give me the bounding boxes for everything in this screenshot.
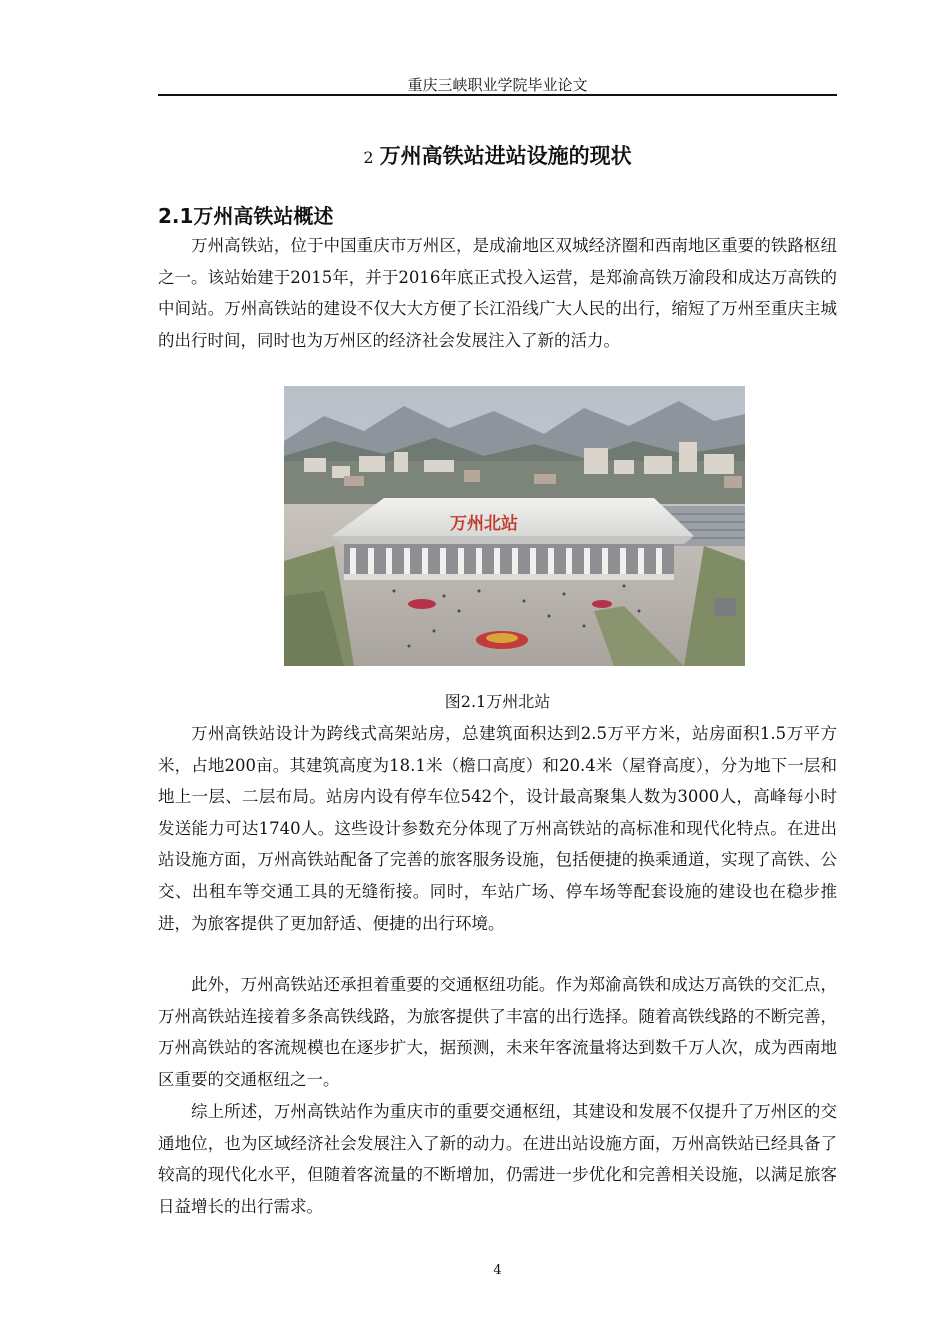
body-paragraph-4: 综上所述，万州高铁站作为重庆市的重要交通枢纽，其建设和发展不仅提升了万州区的交通地位，也为区域经济社会发展注入了新的动力。在进出站设施方面，万州高铁站已经具备了较高的现代化水平，但随着客流量的不断增加，仍需进一步优化和完善相关设施，以满足旅客日益增长的出行需求。 [158,1102,837,1216]
station-photo [284,386,745,666]
section-title: 2.1万州高铁站概述 [158,204,334,228]
running-header: 重庆三峡职业学院毕业论文 [407,76,588,94]
body-paragraph-2: 万州高铁站设计为跨线式高架站房，总建筑面积达到2.5万平方米，站房面积1.5万平方米，占地200亩。其建筑高度为18.1米（檐口高度）和20.4米（屋脊高度），分为地下一层和地上一层、二层布局。站房内设有停车位542个，设计最高聚集人数为3000人，高峰每小时发送能力可达1740人。这些设计参数充分体现了万州高铁站的高标准和现代化特点。在进出站设施方面，万州高铁站配备了完善的旅客服务设施，包括便捷的换乘通道，实现了高铁、公交、出租车等交通工具的无缝衔接。同时，车站广场、停车场等配套设施的建设也在稳步推进，为旅客提供了更加舒适、便捷的出行环境。 [158,724,837,933]
body-paragraph-1: 万州高铁站，位于中国重庆市万州区，是成渝地区双城经济圈和西南地区重要的铁路枢纽之一。该站始建于2015年，并于2016年底正式投入运营，是郑渝高铁万渝段和成达万高铁的中间站。万州高铁站的建设不仅大大方便了长江沿线广大人民的出行，缩短了万州至重庆主城的出行时间，同时也为万州区的经济社会发展注入了新的活力。 [158,236,837,350]
station-sign: 万州北站 [450,514,518,534]
chapter-title-text: 万州高铁站进站设施的现状 [379,144,632,168]
figure-caption: 图2.1万州北站 [444,692,551,711]
body-paragraph-3: 此外，万州高铁站还承担着重要的交通枢纽功能。作为郑渝高铁和成达万高铁的交汇点，万州高铁站连接着多条高铁线路，为旅客提供了丰富的出行选择。随着高铁线路的不断完善，万州高铁站的客流规模也在逐步扩大，据预测，未来年客流量将达到数千万人次，成为西南地区重要的交通枢纽之一。 [158,975,837,1089]
header-rule [158,94,837,96]
page-number: 4 [493,1263,502,1278]
chapter-title [158,140,837,174]
chapter-number: 2 [363,148,374,167]
